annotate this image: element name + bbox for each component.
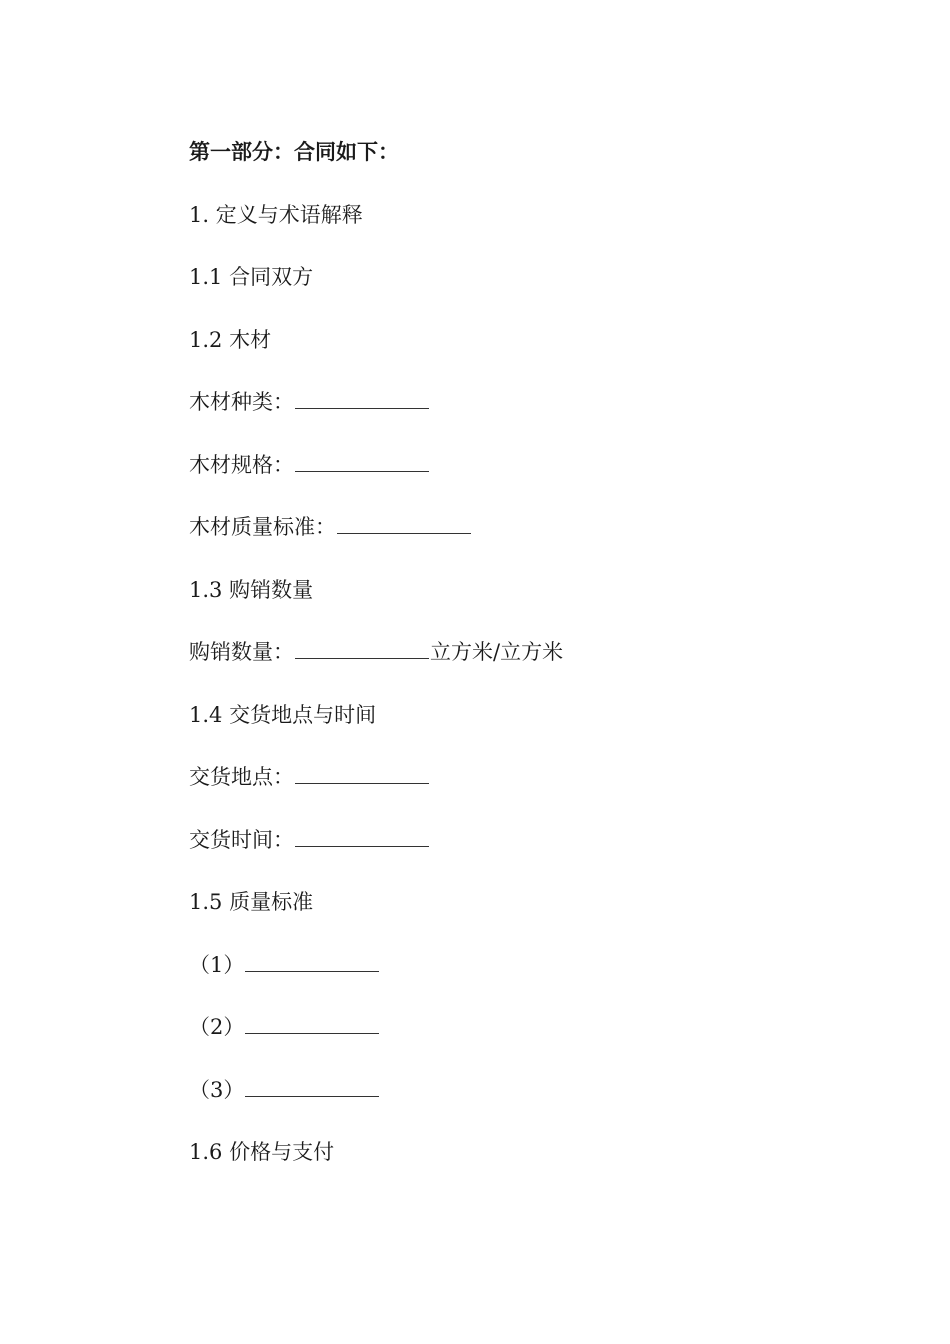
wood-type-label: 木材种类： <box>189 390 294 414</box>
wood-quality-label: 木材质量标准： <box>189 515 336 539</box>
delivery-place-label: 交货地点： <box>189 765 294 789</box>
clause-1-heading: 1. 定义与术语解释 <box>189 202 363 227</box>
quality-item-1-row <box>189 946 829 1009</box>
quantity-label: 购销数量： <box>189 640 294 664</box>
quality-item-2-blank <box>245 1032 379 1034</box>
quality-item-3-row <box>189 1071 829 1134</box>
quality-item-1-label: （1） <box>189 952 245 977</box>
wood-spec-label: 木材规格： <box>189 452 294 477</box>
clause-1-4-heading: 1.4 交货地点与时间 <box>189 702 377 727</box>
quality-item-2-label: （2） <box>189 1015 245 1039</box>
delivery-time-blank <box>295 845 429 847</box>
quality-item-1-blank <box>245 970 379 972</box>
contract-body <box>189 133 829 1196</box>
wood-spec-row <box>189 446 829 509</box>
quality-item-3-blank <box>245 1095 379 1097</box>
quantity-unit: 立方米/立方米 <box>430 640 564 664</box>
delivery-time-label: 交货时间： <box>189 827 294 852</box>
clause-1-2-heading: 1.2 木材 <box>189 327 272 352</box>
quantity-row <box>189 633 829 696</box>
quality-item-3-label: （3） <box>189 1077 245 1102</box>
wood-quality-row <box>189 508 829 571</box>
delivery-time-row <box>189 821 829 884</box>
wood-quality-blank <box>337 532 471 534</box>
section-title: 第一部分：合同如下： <box>189 139 399 164</box>
delivery-place-row <box>189 758 829 821</box>
quality-item-2-row <box>189 1008 829 1071</box>
clause-1-6-heading: 1.6 价格与支付 <box>189 1140 335 1164</box>
clause-1-5-heading: 1.5 质量标准 <box>189 890 314 914</box>
wood-spec-blank <box>295 470 429 472</box>
quantity-blank <box>295 657 429 659</box>
wood-type-blank <box>295 407 429 409</box>
wood-type-row <box>189 383 829 446</box>
delivery-place-blank <box>295 782 429 784</box>
clause-1-1-heading: 1.1 合同双方 <box>189 265 314 289</box>
clause-1-3-heading: 1.3 购销数量 <box>189 577 314 602</box>
